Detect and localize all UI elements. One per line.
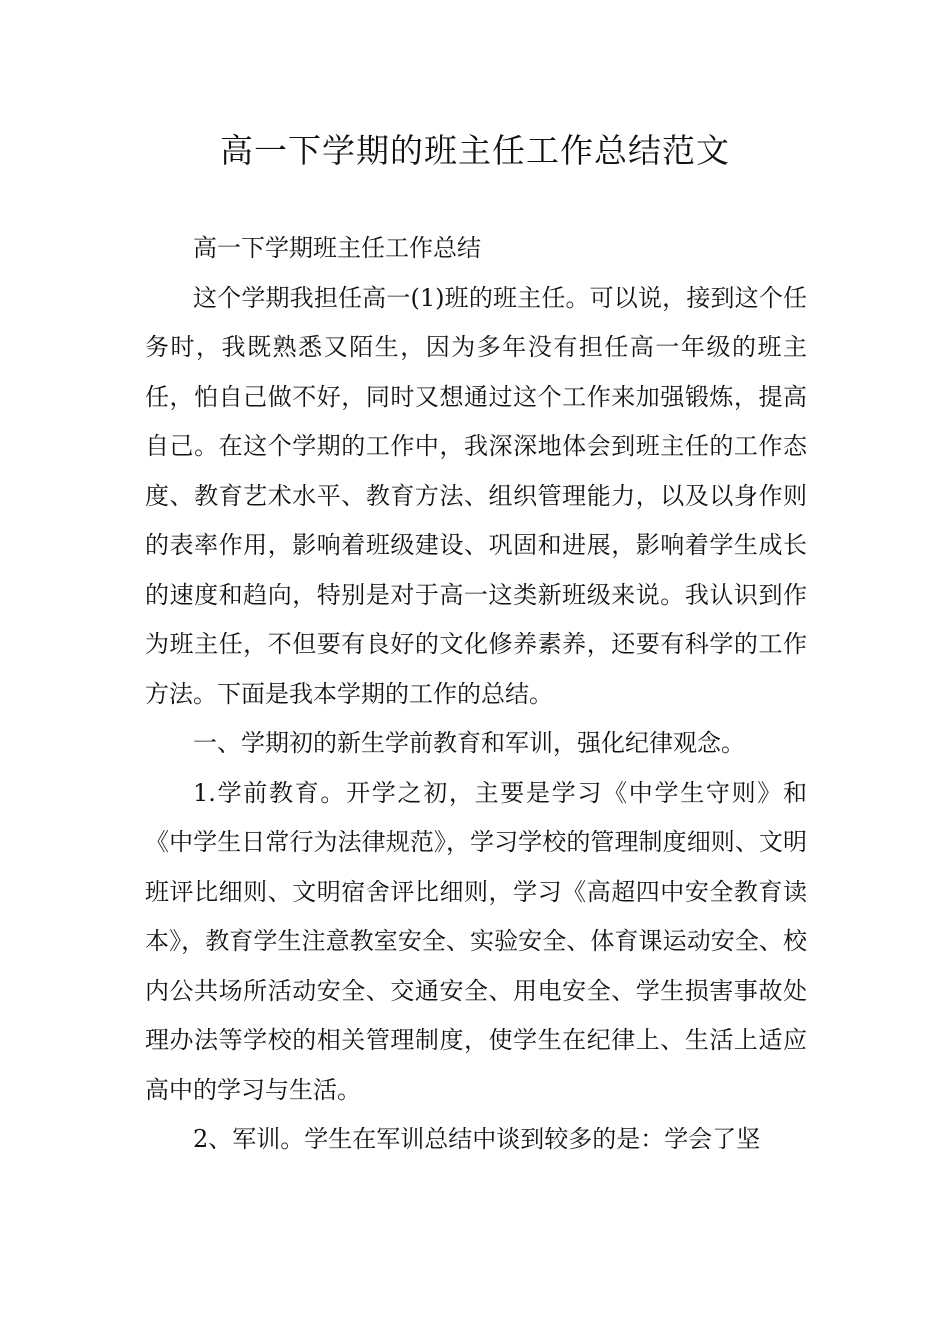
paragraph-pre-education: 1.学前教育。开学之初，主要是学习《中学生守则》和《中学生日常行为法律规范》，学习学校的管理制度细则、文明班评比细则、文明宿舍评比细则，学习《高超四中安全教育读本》，教育学生注意教室安全、实验安全、体育课运动安全、校内公共场所活动安全、交通安全、用电安全、学生损害事故处理办法等学校的相关管理制度，使学生在纪律上、生活上适应高中的学习与生活。 <box>145 778 807 1104</box>
paragraph-subtitle: 高一下学期班主任工作总结 <box>193 234 481 262</box>
document-body <box>145 224 807 1165</box>
section-heading-1: 一、学期初的新生学前教育和军训，强化纪律观念。 <box>193 729 745 757</box>
document-title: 高一下学期的班主任工作总结范文 <box>220 131 730 170</box>
paragraph-military-training: 2、军训。学生在军训总结中谈到较多的是：学会了坚 <box>193 1125 761 1153</box>
paragraph-intro: 这个学期我担任高一(1)班的班主任。可以说，接到这个任务时，我既熟悉又陌生，因为多年没有担任高一年级的班主任，怕自己做不好，同时又想通过这个工作来加强锻炼，提高自己。在这个学期的工作中，我深深地体会到班主任的工作态度、教育艺术水平、教育方法、组织管理能力，以及以身作则的表率作用，影响着班级建设、巩固和进展，影响着学生成长的速度和趋向，特别是对于高一这类新班级来说。我认识到作为班主任，不但要有良好的文化修养素养，还要有科学的工作方法。下面是我本学期的工作的总结。 <box>145 283 807 708</box>
